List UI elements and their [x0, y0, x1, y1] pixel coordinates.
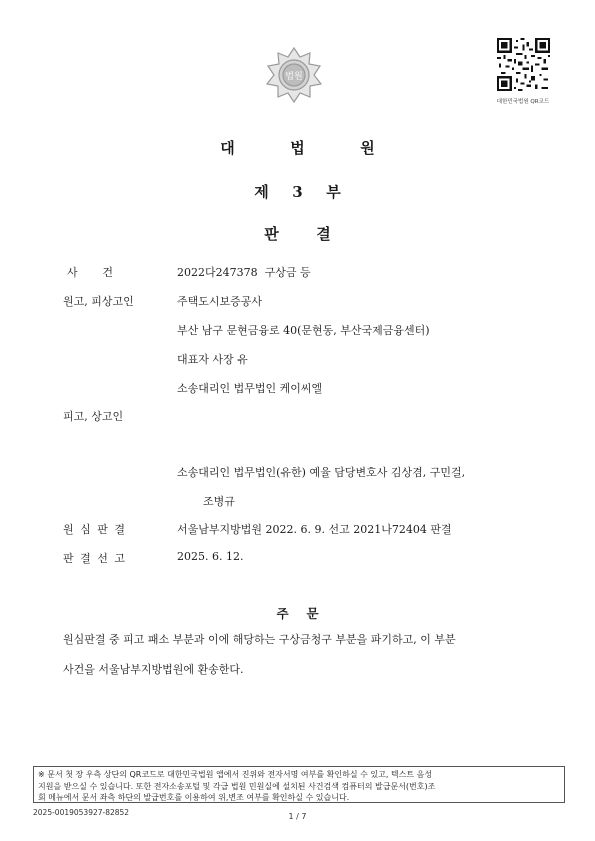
- plaintiff-address: 부산 남구 문현금융로 40(문현동, 부산국제금융센터): [177, 324, 430, 337]
- order-line-1: 원심판결 중 피고 패소 부분과 이에 해당하는 구상금청구 부분을 파기하고, 이 부분: [63, 633, 456, 646]
- qr-code: [497, 38, 550, 91]
- defendant-attorney-line2: 조병규: [203, 495, 235, 508]
- plaintiff-label: 원고, 피상고인: [63, 295, 134, 308]
- case-value: [177, 264, 311, 280]
- qr-caption: 대한민국법원 QR코드: [496, 99, 550, 105]
- notice-line-2: 지원을 받으실 수 있습니다. 또한 전자소송포털 및 각급 법원 민원실에 설치된 사건검색 컴퓨터의 발급문서(번호)조: [38, 781, 436, 791]
- pronouncement-date: 2025. 6. 12.: [177, 550, 244, 563]
- plaintiff-representative: 대표자 사장 유: [177, 353, 248, 366]
- lower-judgment-label: 원 심 판 결: [63, 523, 125, 536]
- plaintiff-name: 주택도시보증공사: [177, 295, 263, 308]
- order-title: 주 문: [276, 606, 319, 621]
- plaintiff-attorney: 소송대리인 법무법인 케이씨엘: [177, 382, 323, 395]
- division-title: 제 3 부: [254, 183, 341, 201]
- case-label: 사 건: [67, 266, 113, 279]
- case-number: 2022다247378: [177, 266, 258, 279]
- notice-line-3: 회 메뉴에서 문서 좌측 하단의 발급번호를 이용하여 위,변조 여부를 확인하실 수 있습니다.: [38, 793, 350, 802]
- document-type-title: 판 결: [264, 225, 331, 243]
- case-name: 구상금 등: [264, 266, 311, 279]
- notice-line-1: ※ 문서 첫 장 우측 상단의 QR코드로 대한민국법원 앱에서 진위와 전자서명 여부를 확인하실 수 있고, 텍스트 음성: [38, 770, 433, 779]
- emblem-text: 법원: [285, 72, 303, 82]
- verification-notice: [33, 766, 565, 803]
- page-number: 1 / 7: [288, 812, 307, 821]
- issue-number: 2025-0019053927-82852: [33, 808, 130, 817]
- defendant-attorney-line1: 소송대리인 법무법인(유한) 예율 담당변호사 김상겸, 구민걸,: [177, 466, 466, 479]
- court-title: 대 법 원: [220, 139, 375, 157]
- pronouncement-label: 판 결 선 고: [63, 552, 125, 565]
- court-emblem: [262, 45, 326, 107]
- defendant-label: 피고, 상고인: [63, 410, 124, 423]
- lower-judgment-value: 서울남부지방법원 2022. 6. 9. 선고 2021나72404 판결: [177, 523, 452, 536]
- order-line-2: 사건을 서울남부지방법원에 환송한다.: [63, 663, 244, 676]
